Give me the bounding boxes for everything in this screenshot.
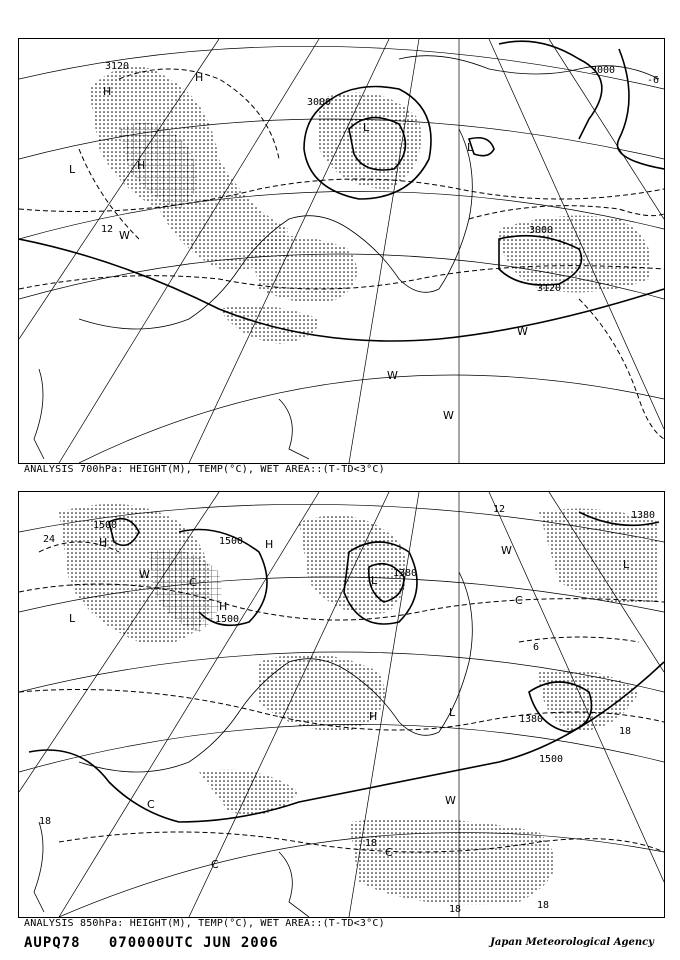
cold-marker: C: [515, 594, 523, 607]
isotherm-label: 12: [101, 224, 114, 235]
map-850hpa-svg: [19, 492, 664, 917]
chart-code: AUPQ78: [24, 935, 81, 951]
contour-label: 3000: [307, 97, 332, 108]
chart-id-line: [24, 935, 279, 951]
low-center: L: [467, 141, 474, 154]
warm-marker: W: [445, 794, 456, 807]
cold-marker: C: [385, 846, 393, 859]
isotherm-label: 18: [39, 816, 52, 827]
high-center: H: [103, 85, 112, 98]
warm-marker: W: [443, 409, 454, 422]
cold-marker: C: [147, 798, 155, 811]
contour-label: 3000: [591, 65, 616, 76]
cold-marker: C: [189, 576, 197, 589]
high-center: H: [265, 538, 274, 551]
contour-label: 1500: [215, 614, 240, 625]
isotherm-label: 24: [43, 534, 56, 545]
isotherm-label: 18: [537, 900, 550, 911]
caption-850hpa: ANALYSIS 850hPa: HEIGHT(M), TEMP(°C), WET AREA::(T-TD<3°C): [24, 918, 385, 929]
warm-marker: W: [139, 568, 150, 581]
contour-label: 1380: [393, 568, 418, 579]
contour-label: 1380: [519, 714, 544, 725]
low-center: L: [363, 121, 370, 134]
valid-time: 070000UTC JUN 2006: [108, 935, 279, 951]
low-center: L: [69, 163, 76, 176]
contour-label: 1380: [631, 510, 656, 521]
isotherm-label: 18: [365, 838, 378, 849]
high-center: H: [195, 71, 204, 84]
contour-label: 1500: [539, 754, 564, 765]
high-center: H: [99, 536, 108, 549]
map-700hpa-svg: [19, 39, 664, 463]
low-center: L: [449, 706, 456, 719]
contour-label: 3120: [537, 283, 562, 294]
contour-label: 3120: [105, 61, 130, 72]
contour-label: 1500: [93, 520, 118, 531]
cold-marker: C: [211, 858, 219, 871]
isotherm-label: 18: [449, 904, 462, 915]
warm-marker: W: [501, 544, 512, 557]
high-center: H: [219, 600, 228, 613]
caption-700hpa: ANALYSIS 700hPa: HEIGHT(M), TEMP(°C), WET AREA::(T-TD<3°C): [24, 464, 385, 475]
map-panel-850hpa: [18, 491, 665, 918]
high-center: H: [137, 159, 146, 172]
contour-label: 3000: [529, 225, 554, 236]
low-center: L: [371, 574, 378, 587]
high-center: H: [369, 710, 378, 723]
agency-name: Japan Meteorological Agency: [490, 937, 654, 948]
wet-area-shading: [59, 504, 659, 905]
isotherm-label: 18: [619, 726, 632, 737]
low-center: L: [69, 612, 76, 625]
isotherm-label: -6: [647, 75, 660, 86]
contour-label: 1500: [219, 536, 244, 547]
warm-marker: W: [517, 325, 528, 338]
warm-marker: W: [119, 229, 130, 242]
isotherm-label: 6: [533, 642, 540, 653]
low-center: L: [623, 558, 630, 571]
map-panel-700hpa: [18, 38, 665, 464]
isotherm-label: 12: [493, 504, 506, 515]
warm-marker: W: [387, 369, 398, 382]
